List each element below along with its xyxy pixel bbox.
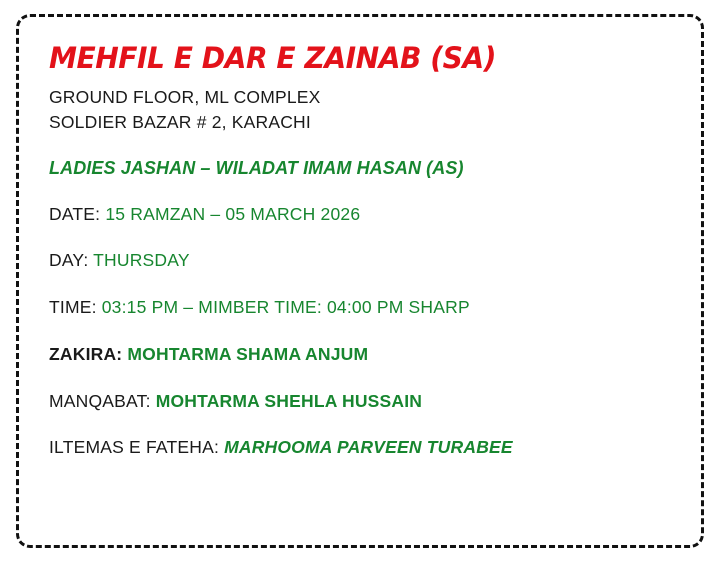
address-line-2: SOLDIER BAZAR # 2, KARACHI [49, 112, 311, 133]
detail-label-day: DAY: [49, 250, 89, 271]
detail-value-time: 03:15 PM – MIMBER TIME: 04:00 PM SHARP [101, 297, 470, 318]
detail-value-manqabat: MOHTARMA SHEHLA HUSSAIN [155, 390, 423, 411]
detail-value-day: THURSDAY [93, 250, 190, 271]
detail-row-date [49, 203, 667, 226]
page-title: MEHFIL E DAR E ZAINAB (SA) [49, 41, 497, 75]
event-subtitle: LADIES JASHAN – WILADAT IMAM HASAN (AS) [49, 157, 464, 178]
detail-row-manqabat [49, 390, 667, 413]
poster-card [16, 14, 704, 548]
detail-row-zakira [49, 343, 667, 366]
detail-row-day [49, 249, 667, 272]
detail-value-iltemas-e-fateha: MARHOOMA PARVEEN TURABEE [224, 437, 513, 458]
detail-row-time [49, 296, 667, 319]
detail-label-zakira: ZAKIRA: [49, 343, 123, 364]
detail-label-iltemas-e-fateha: ILTEMAS E FATEHA: [49, 437, 220, 458]
detail-label-manqabat: MANQABAT: [49, 390, 151, 411]
detail-value-zakira: MOHTARMA SHAMA ANJUM [127, 343, 369, 364]
detail-label-date: DATE: [49, 203, 101, 224]
detail-value-date: 15 RAMZAN – 05 MARCH 2026 [105, 203, 361, 224]
detail-row-iltemas-e-fateha [49, 436, 667, 459]
poster-content [19, 17, 701, 459]
detail-label-time: TIME: [49, 297, 97, 318]
address-line-1: GROUND FLOOR, ML COMPLEX [49, 86, 321, 107]
